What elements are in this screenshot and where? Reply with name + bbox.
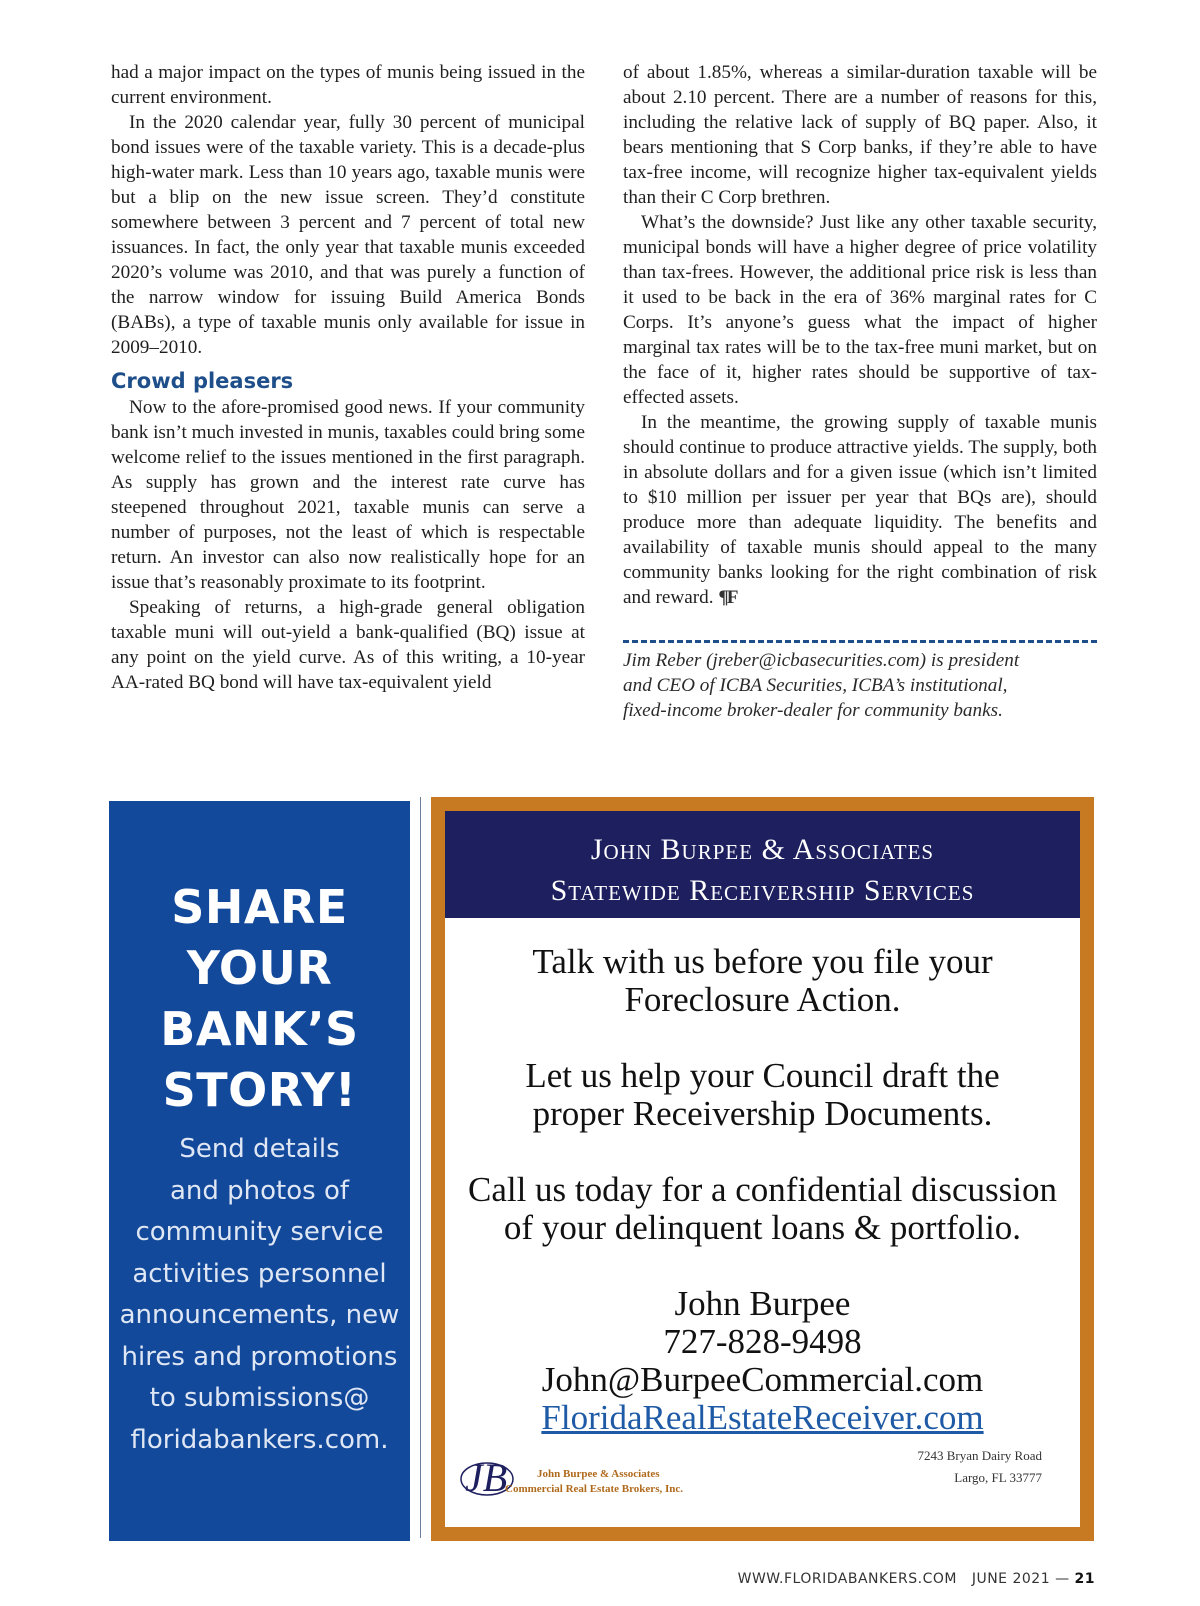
byline-line: fixed-income broker-dealer for community banks. [623,700,1003,721]
address-line: Largo, FL 33777 [954,1470,1042,1485]
article-paragraph: Now to the afore-promised good news. If your community bank isn’t much invested in munis, taxables could bring some welcome relief to the issues mentioned in the first paragraph. As supply has grown and the interest rate curve has steepened throughout 2021, taxable munis can serve a number of purposes, not the least of which is respectable return. An investor can also now realistically hope for an issue that’s reasonably proximate to its footprint. [111,397,585,593]
byline-line: and CEO of ICBA Securities, ICBA’s institutional, [623,675,1008,696]
page-number: 21 [1074,1571,1095,1587]
article-paragraph: Speaking of returns, a high-grade general obligation taxable muni will out-yield a bank-qualified (BQ) issue at any point on the yield curve. As of this writing, a 10-year AA-rated BQ bond will have tax-equivalent yield [111,597,585,693]
share-body-line: community service [135,1217,384,1247]
footer-separator: — [1055,1571,1070,1587]
contact-name: John Burpee [674,1284,851,1323]
ad-service-name: Statewide Receivership Services [550,874,975,907]
share-body-line: announcements, new [119,1300,400,1330]
footer-date: JUNE 2021 [971,1571,1051,1587]
ad-line: Let us help your Council draft the [525,1056,1000,1095]
ad-line: proper Receivership Documents. [532,1094,993,1133]
article-paragraph-text: In the meantime, the growing supply of taxable munis should continue to produce attractive yields. The supply, both in absolute dollars and for a given issue (which isn’t limited to $10 million per issuer per year that BQs are), should produce more than adequate liquidity. The benefits and availability of taxable munis should appeal to the many community banks looking for the right combination of risk and reward. [623,412,1097,608]
ad-message-1 [445,943,1080,1019]
article-right-column [623,60,1097,610]
share-story-box [109,801,410,1541]
share-body-line: activities personnel [132,1258,387,1289]
share-headline-line: YOUR [186,941,333,995]
ad-address [917,1445,1042,1489]
ad-message-3 [445,1171,1080,1247]
article-paragraph: In the 2020 calendar year, fully 30 percent of municipal bond issues were of the taxable variety. This is a decade-plus high-water mark. Less than 10 years ago, taxable munis were but a blip on the new issue screen. They’d constitute somewhere between 3 percent and 7 percent of total new issuances. In fact, the only year that taxable munis exceeded 2020’s volume was 2010, and that was purely a function of the narrow window for issuing Build America Bonds (BABs), a type of taxable munis only available for issue in 2009–2010. [111,112,585,358]
ad-company-name: John Burpee & Associates [590,833,935,866]
page-footer [738,1571,1095,1587]
column-divider [420,797,421,1538]
article-left-column [111,60,585,695]
share-headline [109,877,410,1121]
article-paragraph: of about 1.85%, whereas a similar-duration taxable will be about 2.10 percent. There are a number of reasons for this, including the relative lack of supply of BQ paper. Also, it bears mentioning that S Corp banks, if they’re able to have tax-free income, will recognize higher tax-equivalent yields than their C Corp brethren. [623,62,1097,208]
footer-site[interactable]: WWW.FLORIDABANKERS.COM [737,1571,957,1587]
author-byline [623,648,1097,723]
ad-brokerage-name [505,1467,683,1497]
article-paragraph: What’s the downside? Just like any other taxable security, municipal bonds will have a higher degree of price volatility than tax-frees. However, the additional price risk is less than it used to be back in the era of 36% marginal rates for C Corps. It’s anyone’s guess what the impact of higher marginal tax rates will be to the tax-free muni market, but on the face of it, higher rates should be supportive of tax-effected assets. [623,212,1097,408]
ad-contact [445,1285,1080,1437]
ad-message-2 [445,1057,1080,1133]
ad-banner [445,811,1080,918]
ad-line: Foreclosure Action. [624,980,901,1019]
byline-divider [623,640,1097,643]
share-body-line: floridabankers.com. [130,1424,389,1455]
ad-line: Talk with us before you file your [532,942,993,981]
share-body-line: and photos of [169,1175,350,1206]
end-mark-icon: ¶F [718,587,737,608]
contact-email[interactable]: John@BurpeeCommercial.com [541,1360,984,1399]
share-body-line: Send details [179,1134,340,1164]
article-paragraph: had a major impact on the types of munis being issued in the current environment. [111,62,585,108]
share-body-line: to submissions@ [149,1383,370,1413]
byline-line: Jim Reber (jreber@icbasecurities.com) is president [623,650,1020,671]
ad-line: of your delinquent loans & portfolio. [503,1208,1022,1247]
ad-line: Call us today for a confidential discussion [467,1170,1058,1209]
website-link[interactable]: FloridaRealEstateReceiver.com [541,1398,984,1437]
share-body-line: hires and promotions [121,1341,398,1372]
share-headline-line: BANK’S [160,1002,359,1056]
ad-panel [445,811,1080,1527]
brokerage-line: Commercial Real Estate Brokers, Inc. [505,1483,684,1495]
contact-phone[interactable]: 727-828-9498 [663,1322,862,1361]
address-line: 7243 Bryan Dairy Road [917,1448,1042,1463]
logo-initials: JB [465,1455,508,1500]
share-headline-line: STORY! [162,1063,357,1117]
burpee-advertisement [431,797,1094,1541]
section-heading: Crowd pleasers [111,369,294,393]
share-body [117,1129,402,1461]
brokerage-line: John Burpee & Associates [537,1468,660,1480]
share-headline-line: SHARE [171,880,348,934]
article-paragraph [623,410,1097,610]
